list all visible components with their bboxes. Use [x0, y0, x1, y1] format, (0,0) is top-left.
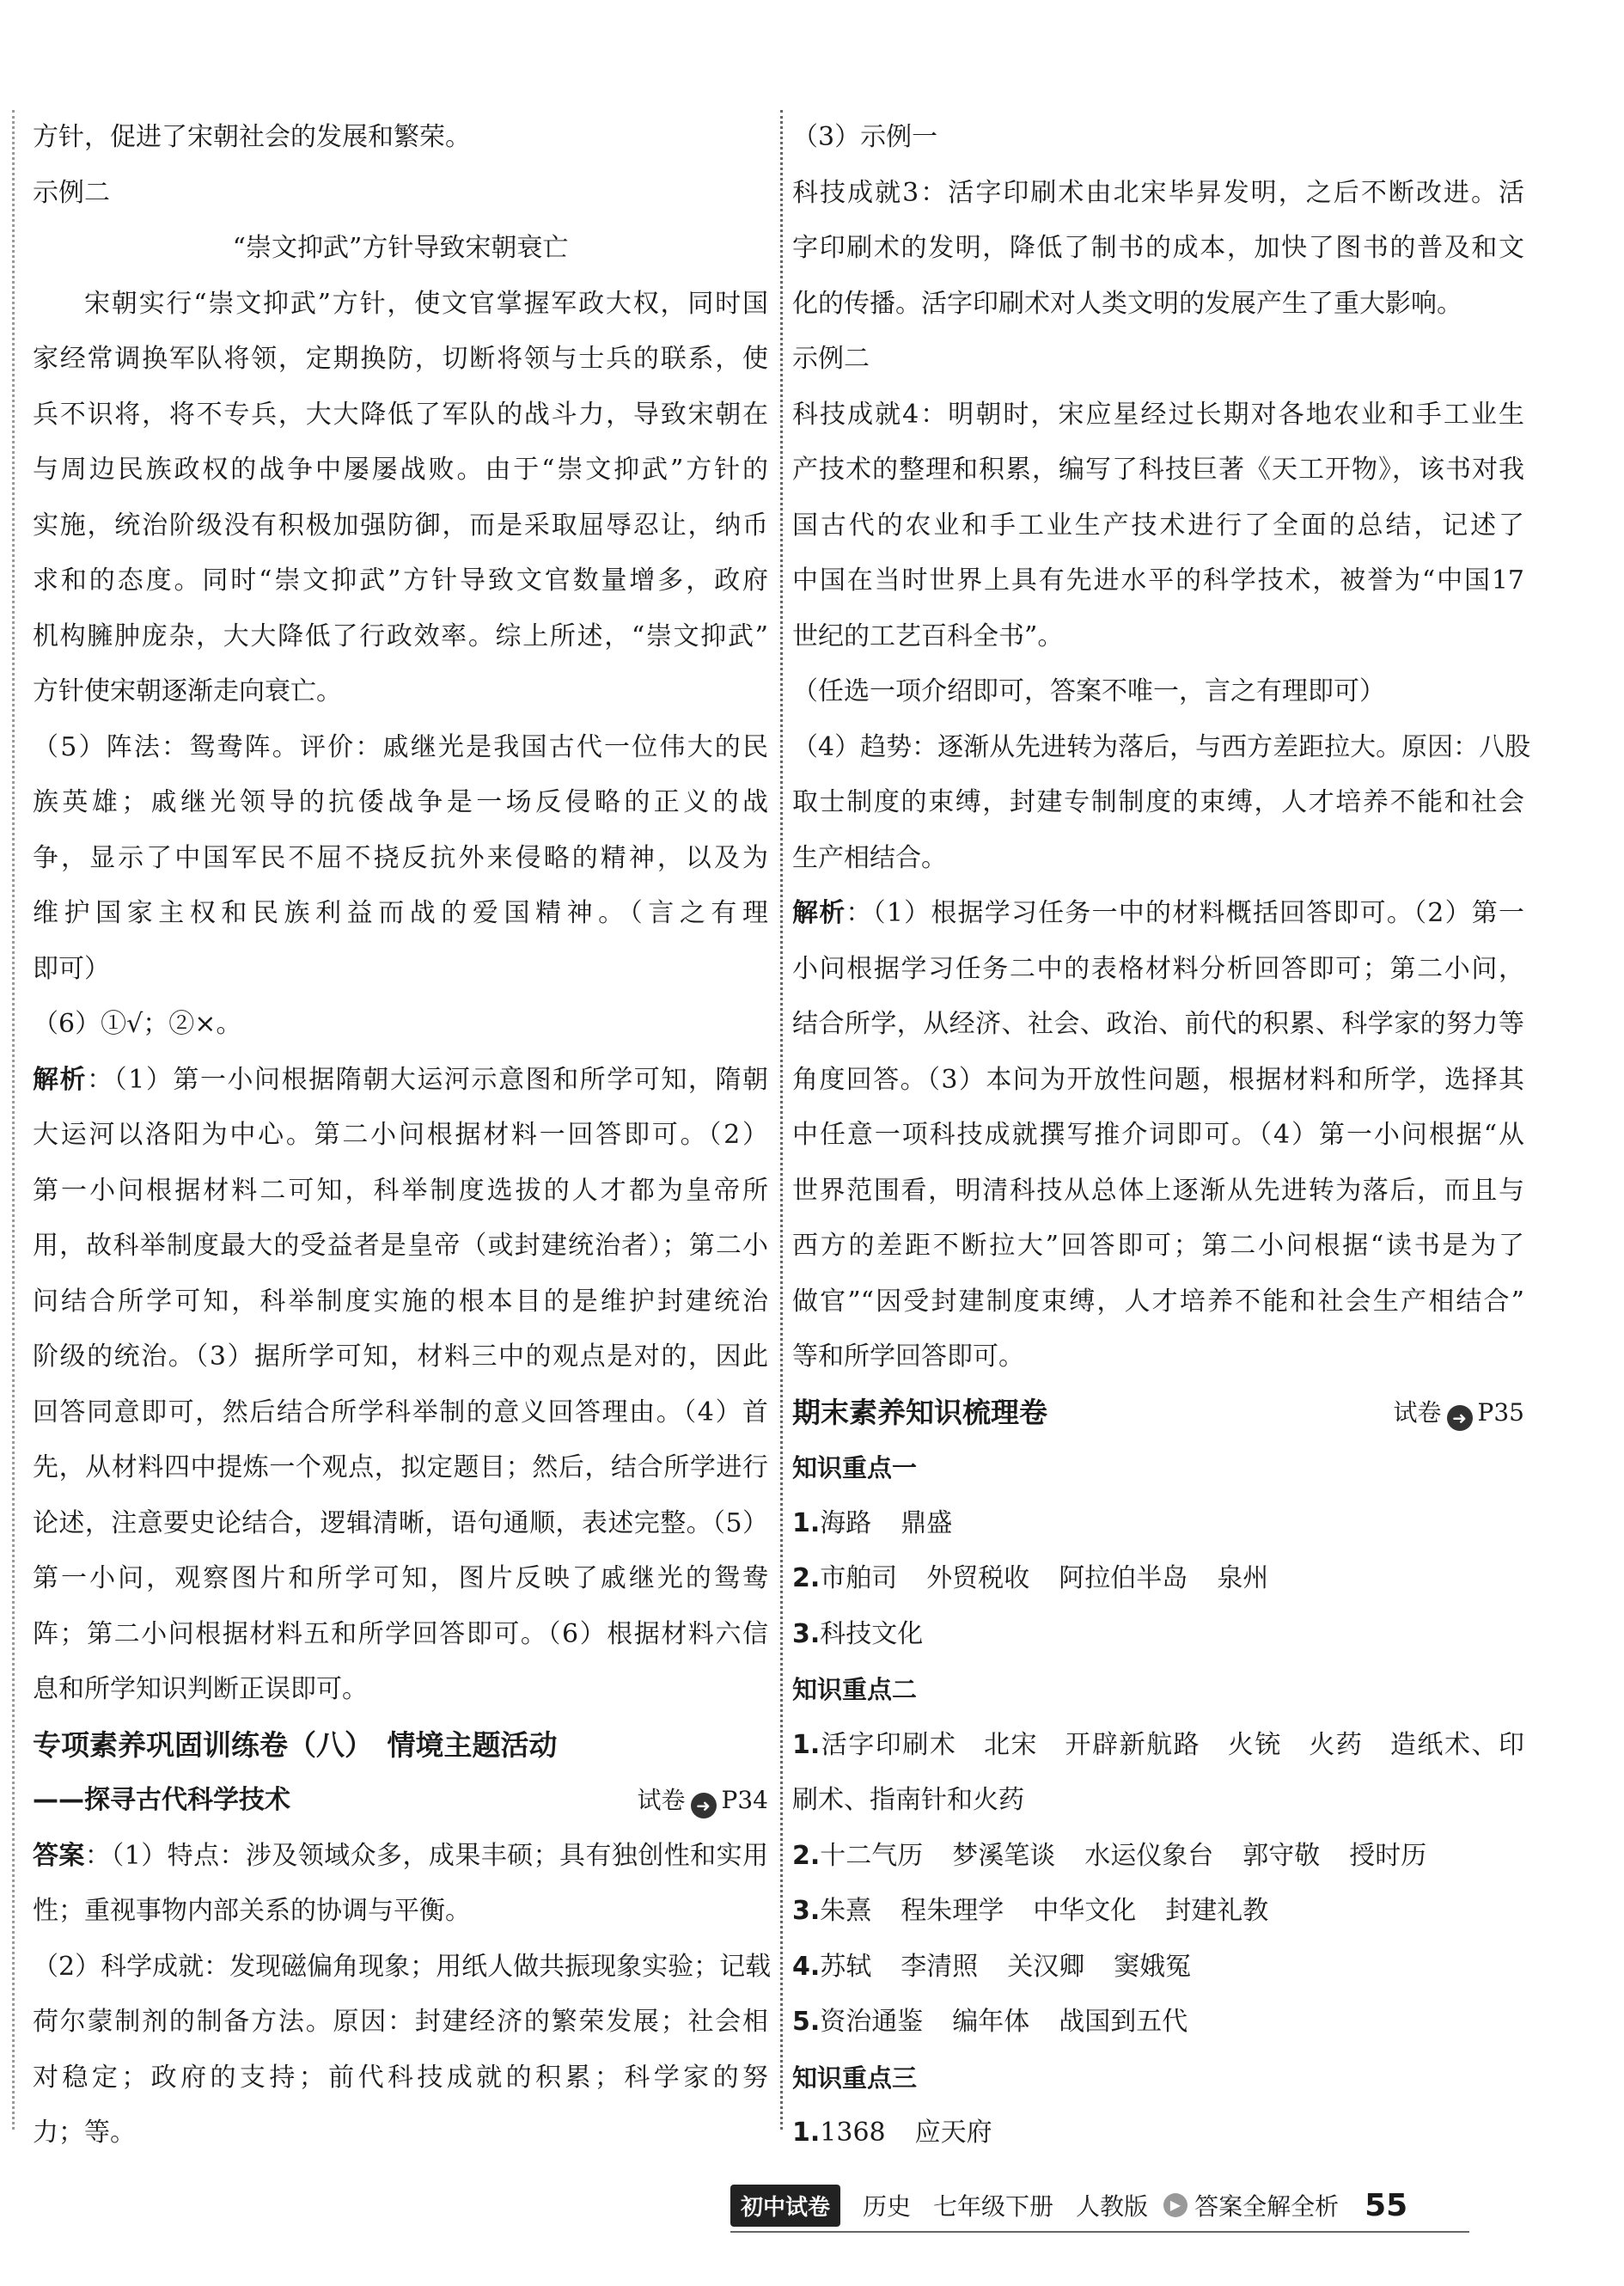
- arrow-right-icon: ➜: [691, 1793, 717, 1818]
- text-line: 小问根据学习任务二中的表格材料分析回答即可；第二小问，: [792, 953, 1524, 984]
- knowledge-term: 鼎盛: [901, 1507, 953, 1538]
- text-line: 科技成就3：活字印刷术由北宋毕昇发明，之后不断改进。活: [792, 177, 1524, 208]
- knowledge-term: 梦溪笔谈: [952, 1840, 1056, 1871]
- text-line: 取士制度的束缚，封建专制制度的束缚，人才培养不能和社会: [792, 787, 1524, 817]
- knowledge-term: 阿拉伯半岛: [1059, 1563, 1188, 1593]
- analysis-label: 解析: [33, 1064, 88, 1095]
- text-line: 角度回答。（3）本问为开放性问题，根据材料和所学，选择其: [792, 1064, 1524, 1095]
- text-line: 宋朝实行“崇文抑武”方针，使文官掌握军政大权，同时国: [84, 288, 768, 319]
- knowledge-term: 应天府: [914, 2118, 992, 2148]
- play-icon: ▶: [1163, 2193, 1187, 2217]
- text-line: 化的传播。活字印刷术对人类文明的发展产生了重大影响。: [792, 288, 1462, 319]
- text-line: （3）示例一: [792, 122, 938, 152]
- knowledge-term: 泉州: [1217, 1563, 1269, 1593]
- text-line: 产技术的整理和积累，编写了科技巨著《天工开物》，该书对我: [792, 455, 1524, 485]
- knowledge-point-3: 知识重点三: [792, 2063, 918, 2093]
- knowledge-term: 程朱理学: [901, 1896, 1004, 1926]
- knowledge-term: 封建礼教: [1165, 1896, 1269, 1926]
- section-subtitle: ——探寻古代科学技术 试卷 ➜ P34: [33, 1773, 768, 1829]
- text-line: 实施，统治阶级没有积极加强防御，而是采取屈辱忍让，纳币: [33, 510, 768, 541]
- knowledge-term: 战国到五代: [1059, 2007, 1188, 2037]
- section-title-final: 期末素养知识梳理卷 试卷 ➜ P35: [792, 1385, 1524, 1441]
- text-line: （2）科学成就：发现磁偏角现象；用纸人做共振现象实验；记载: [33, 1951, 772, 1982]
- text-line: 用，故科举制度最大的受益者是皇帝（或封建统治者）；第二小: [33, 1231, 768, 1261]
- text-line: 字印刷术的发明，降低了制书的成本，加快了图书的普及和文: [792, 233, 1524, 263]
- text-line: 维护国家主权和民族利益而战的爱国精神。（言之有理: [33, 898, 768, 928]
- knowledge-item: 2.市舶司 外贸税收 阿拉伯半岛 泉州: [792, 1563, 1269, 1593]
- knowledge-term: 资治通鉴: [820, 2007, 924, 2037]
- text-line: 世界范围看，明清科技从总体上逐渐从先进转为落后，而且与: [792, 1175, 1524, 1206]
- text-line: 第一小问根据材料二可知，科举制度选拔的人才都为皇帝所: [33, 1175, 768, 1206]
- text-line: （任选一项介绍即可，答案不唯一，言之有理即可）: [792, 676, 1385, 706]
- footer-edition: 人教版: [1076, 2192, 1149, 2221]
- knowledge-term: 李清照: [901, 1951, 979, 1982]
- text-line: 回答同意即可，然后结合所学科举制的意义回答理由。（4）首: [33, 1397, 768, 1427]
- text-line: 中国在当时世界上具有先进水平的科学技术，被誉为“中国17: [792, 565, 1524, 596]
- analysis-label: 解析: [792, 898, 846, 928]
- brand-logo: 初中试卷: [730, 2185, 840, 2227]
- page-number: 55: [1365, 2187, 1408, 2223]
- knowledge-term: 关汉卿: [1007, 1951, 1085, 1982]
- text-line: 西方的差距不断拉大”回答即可；第二小问根据“读书是为了: [792, 1231, 1524, 1261]
- footer-grade: 七年级下册: [933, 2192, 1054, 2221]
- text-line: 做官”“因受封建制度束缚，人才培养不能和社会生产相结合”: [792, 1286, 1524, 1317]
- text-line: 族英雄；戚继光领导的抗倭战争是一场反侵略的正义的战: [33, 787, 768, 817]
- knowledge-term: 外贸税收: [926, 1563, 1030, 1593]
- text-line: 国古代的农业和手工业生产技术进行了全面的总结，记述了: [792, 510, 1524, 541]
- exam-ref-p35: 试卷 ➜ P35: [1394, 1385, 1524, 1441]
- answer-label: 答案: [33, 1840, 85, 1871]
- text-line: 世纪的工艺百科全书”。: [792, 620, 1064, 651]
- arrow-right-icon: ➜: [1447, 1405, 1473, 1431]
- text-line: 争，显示了中国军民不屈不挠反抗外来侵略的精神，以及为: [33, 842, 768, 873]
- knowledge-item: 1.1368 应天府: [792, 2118, 992, 2148]
- knowledge-item: 1.海路 鼎盛: [792, 1507, 953, 1538]
- knowledge-item: 3.朱熹 程朱理学 中华文化 封建礼教: [792, 1896, 1269, 1926]
- knowledge-point-2: 知识重点二: [792, 1675, 918, 1704]
- text-line: 方针，促进了宋朝社会的发展和繁荣。: [33, 122, 471, 152]
- text-line: 示例二: [33, 177, 110, 208]
- essay-title: “崇文抑武”方针导致宋朝衰亡: [232, 233, 569, 263]
- answer-first-line: 答案：（1）特点：涉及领域众多，成果丰硕；具有独创性和实用: [33, 1840, 769, 1871]
- left-margin-dots: [12, 110, 15, 2130]
- section-title-8: 专项素养巩固训练卷（八） 情境主题活动: [33, 1727, 558, 1762]
- text-line: 即可）: [33, 953, 110, 984]
- knowledge-term: 苏轼: [820, 1951, 872, 1982]
- knowledge-term: 1368: [820, 2118, 886, 2148]
- text-line: 机构臃肿庞杂，大大降低了行政效率。综上所述，“崇文抑武”: [33, 620, 768, 651]
- analysis-first-line: 解析：（1）根据学习任务一中的材料概括回答即可。（2）第一: [792, 898, 1524, 928]
- footer-subject: 历史: [863, 2192, 912, 2221]
- exam-ref-p34: 试卷 ➜ P34: [638, 1773, 768, 1829]
- text-line: 荷尔蒙制剂的制备方法。原因：封建经济的繁荣发展；社会相: [33, 2007, 768, 2037]
- right-column: [792, 110, 1531, 2161]
- text-line: 性；重视事物内部关系的协调与平衡。: [33, 1896, 471, 1926]
- text-line: 科技成就4：明朝时，宋应星经过长期对各地农业和手工业生: [792, 399, 1524, 430]
- text-line: 阵；第二小问根据材料五和所学回答即可。（6）根据材料六信: [33, 1618, 768, 1649]
- knowledge-item: 3.科技文化: [792, 1618, 924, 1649]
- kp2-item-1: 1.活字印刷术 北宋 开辟新航路 火铳 火药 造纸术、印: [792, 1729, 1524, 1760]
- text-line: 第一小问，观察图片和所学可知，图片反映了戚继光的鸳鸯: [33, 1563, 768, 1593]
- text-line: （5）阵法：鸳鸯阵。评价：戚继光是我国古代一位伟大的民: [33, 731, 768, 762]
- text-line: 兵不识将，将不专兵，大大降低了军队的战斗力，导致宋朝在: [33, 399, 768, 430]
- text-line: 结合所学，从经济、社会、政治、前代的积累、科学家的努力等: [792, 1009, 1524, 1039]
- text-line: 中任意一项科技成就撰写推介词即可。（4）第一小问根据“从: [792, 1120, 1524, 1150]
- text-line: 求和的态度。同时“崇文抑武”方针导致文官数量增多，政府: [33, 565, 768, 596]
- text-line: 大运河以洛阳为中心。第二小问根据材料一回答即可。（2）: [33, 1120, 768, 1150]
- analysis-first-line: 解析：（1）第一小问根据隋朝大运河示意图和所学可知，隋朝: [33, 1064, 768, 1095]
- text-line: 问结合所学可知，科举制度实施的根本目的是维护封建统治: [33, 1286, 768, 1317]
- text-line: 与周边民族政权的战争中屡屡战败。由于“崇文抑武”方针的: [33, 455, 768, 485]
- knowledge-term: 中华文化: [1033, 1896, 1137, 1926]
- footer-tagline: 答案全解全析: [1194, 2192, 1340, 2221]
- text-line: 方针使宋朝逐渐走向衰亡。: [33, 676, 342, 706]
- text-line: 生产相结合。: [792, 842, 947, 873]
- knowledge-item: 4.苏轼 李清照 关汉卿 窦娥冤: [792, 1951, 1192, 1982]
- knowledge-term: 市舶司: [820, 1563, 898, 1593]
- text-line: （4）趋势：逐渐从先进转为落后，与西方差距拉大。原因：八股: [792, 731, 1531, 762]
- text-line: 家经常调换军队将领，定期换防，切断将领与士兵的联系，使: [33, 344, 768, 374]
- knowledge-term: 朱熹: [820, 1896, 872, 1926]
- text-line: 等和所学回答即可。: [792, 1342, 1024, 1372]
- footer-rule: [730, 2231, 1469, 2233]
- knowledge-term: 科技文化: [820, 1618, 924, 1649]
- column-divider: [780, 110, 783, 2130]
- kp2-item-1-cont: 刷术、指南针和火药: [792, 1785, 1024, 1815]
- knowledge-term: 十二气历: [820, 1840, 924, 1871]
- left-column: [33, 110, 772, 2161]
- text-line: 力；等。: [33, 2118, 136, 2148]
- text-line: 先，从材料四中提炼一个观点，拟定题目；然后，结合所学进行: [33, 1452, 768, 1482]
- knowledge-term: 授时历: [1349, 1840, 1427, 1871]
- knowledge-item: 5.资治通鉴 编年体 战国到五代: [792, 2007, 1188, 2037]
- knowledge-point-1: 知识重点一: [792, 1453, 918, 1482]
- text-line: 息和所学知识判断正误即可。: [33, 1674, 368, 1704]
- knowledge-term: 编年体: [952, 2007, 1030, 2037]
- knowledge-term: 窦娥冤: [1114, 1951, 1192, 1982]
- text-line: 论述，注意要史论结合，逻辑清晰，语句通顺，表述完整。（5）: [33, 1507, 768, 1538]
- knowledge-item: 2.十二气历 梦溪笔谈 水运仪象台 郭守敬 授时历: [792, 1840, 1427, 1871]
- text-line: （6）①√；②×。: [33, 1009, 242, 1039]
- text-line: 对稳定；政府的支持；前代科技成就的积累；科学家的努: [33, 2062, 768, 2093]
- text-line: 阶级的统治。（3）据所学可知，材料三中的观点是对的，因此: [33, 1342, 768, 1372]
- page-footer: [730, 2181, 1407, 2229]
- knowledge-term: 水运仪象台: [1084, 1840, 1214, 1871]
- knowledge-term: 郭守敬: [1242, 1840, 1321, 1871]
- knowledge-term: 海路: [820, 1507, 872, 1538]
- text-line: 示例二: [792, 344, 870, 374]
